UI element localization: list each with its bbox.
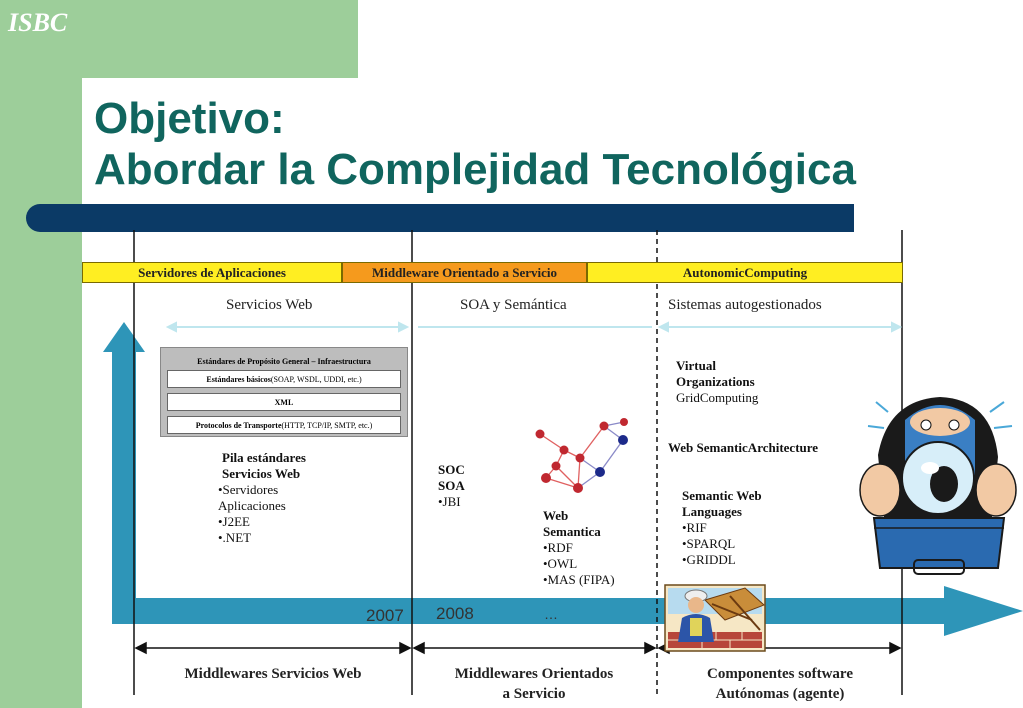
timeline-arrow-head	[944, 586, 1023, 636]
column-title-sistemas-autogestionados: Sistemas autogestionados	[668, 297, 822, 313]
slide-title-line1: Objetivo:	[94, 94, 285, 143]
bottom-label-middlewares-orientados	[414, 664, 654, 704]
semantic-network-icon	[536, 418, 629, 493]
column-title-soa-semantica: SOA y Semántica	[460, 297, 567, 313]
col2-web-semantica-list	[543, 508, 615, 588]
slide-title-line2: Abordar la Complejidad Tecnológica	[94, 145, 856, 194]
col3-grid-computing: GridComputing	[676, 390, 759, 405]
timeline-year-2008: 2008	[436, 604, 474, 623]
bottom-label-line: Middlewares Orientados	[454, 666, 614, 682]
col2-web: Web	[543, 508, 569, 523]
col1-heading2: Servicios Web	[222, 466, 301, 481]
stack-row-basicos	[167, 370, 401, 388]
timeline-ellipsis: …	[544, 606, 558, 622]
col2-soc: SOC	[438, 462, 465, 477]
col3-web-semantic-architecture	[668, 440, 818, 456]
col2-semantica: Semantica	[543, 524, 601, 539]
col3-item: •GRIDDL	[682, 552, 736, 567]
timeline-arrow-shaft	[112, 598, 952, 624]
col2-item: •MAS (FIPA)	[543, 572, 615, 587]
col2-item: •OWL	[543, 556, 578, 571]
vertical-arrow-head	[103, 322, 145, 352]
brand-label: ISBC	[8, 8, 68, 37]
col3-semantic-web-languages	[682, 488, 762, 568]
col3-languages: Languages	[682, 504, 742, 519]
col3-wsa-text: Web SemanticArchitecture	[668, 440, 819, 455]
col1-item: •.NET	[218, 530, 252, 545]
stack-row-xml-strong: XML	[274, 397, 294, 407]
col3-virtual: Virtual	[676, 358, 716, 373]
bottom-label-line: Middlewares Servicios Web	[184, 666, 362, 682]
worker-clipart	[665, 585, 765, 651]
stack-row-transporte-strong: Protocolos de Transporte	[195, 420, 282, 430]
stack-row-xml	[167, 393, 401, 411]
bottom-label-middlewares-servicios-web	[136, 664, 410, 684]
bottom-label-line: Autónomas (agente)	[715, 686, 845, 702]
col3-virtual-organizations	[676, 358, 758, 406]
col1-heading1: Pila estándares	[222, 450, 306, 465]
fortune-teller-clipart	[860, 397, 1016, 574]
stack-row-basicos-strong: Estándares básicos	[206, 374, 271, 384]
bottom-label-componentes-software	[658, 664, 902, 704]
col3-semantic-web: Semantic Web	[682, 488, 762, 503]
timeline-year-2007: 2007	[366, 606, 404, 625]
stack-row-transporte-rest: (HTTP, TCP/IP, SMTP, etc.)	[281, 420, 373, 430]
header-servidores-aplicaciones: Servidores de Aplicaciones	[82, 262, 342, 283]
col3-item: •RIF	[682, 520, 707, 535]
bottom-label-line: a Servicio	[502, 686, 566, 702]
col3-organizations: Organizations	[676, 374, 755, 389]
protocol-stack	[160, 347, 408, 437]
header-autonomic-computing: AutonomicComputing	[587, 262, 903, 283]
col1-item: Aplicaciones	[218, 498, 286, 513]
bottom-label-line: Componentes software	[707, 666, 853, 682]
col1-item: •Servidores	[218, 482, 279, 497]
column-title-servicios-web: Servicios Web	[226, 297, 313, 313]
col3-item: •SPARQL	[682, 536, 736, 551]
stack-row-basicos-rest: (SOAP, WSDL, UDDI, etc.)	[270, 374, 362, 384]
col1-list	[218, 450, 306, 546]
stack-row-transporte	[167, 416, 401, 434]
col2-item-jbi: •JBI	[438, 494, 461, 509]
header-middleware-servicio: Middleware Orientado a Servicio	[342, 262, 587, 283]
vertical-arrow-shaft	[112, 350, 136, 620]
col2-item: •RDF	[543, 540, 573, 555]
col2-soa: SOA	[438, 478, 465, 493]
col2-soa-list	[438, 462, 465, 510]
col1-item: •J2EE	[218, 514, 250, 529]
protocol-stack-title: Estándares de Propósito General – Infraestructura	[197, 357, 371, 366]
